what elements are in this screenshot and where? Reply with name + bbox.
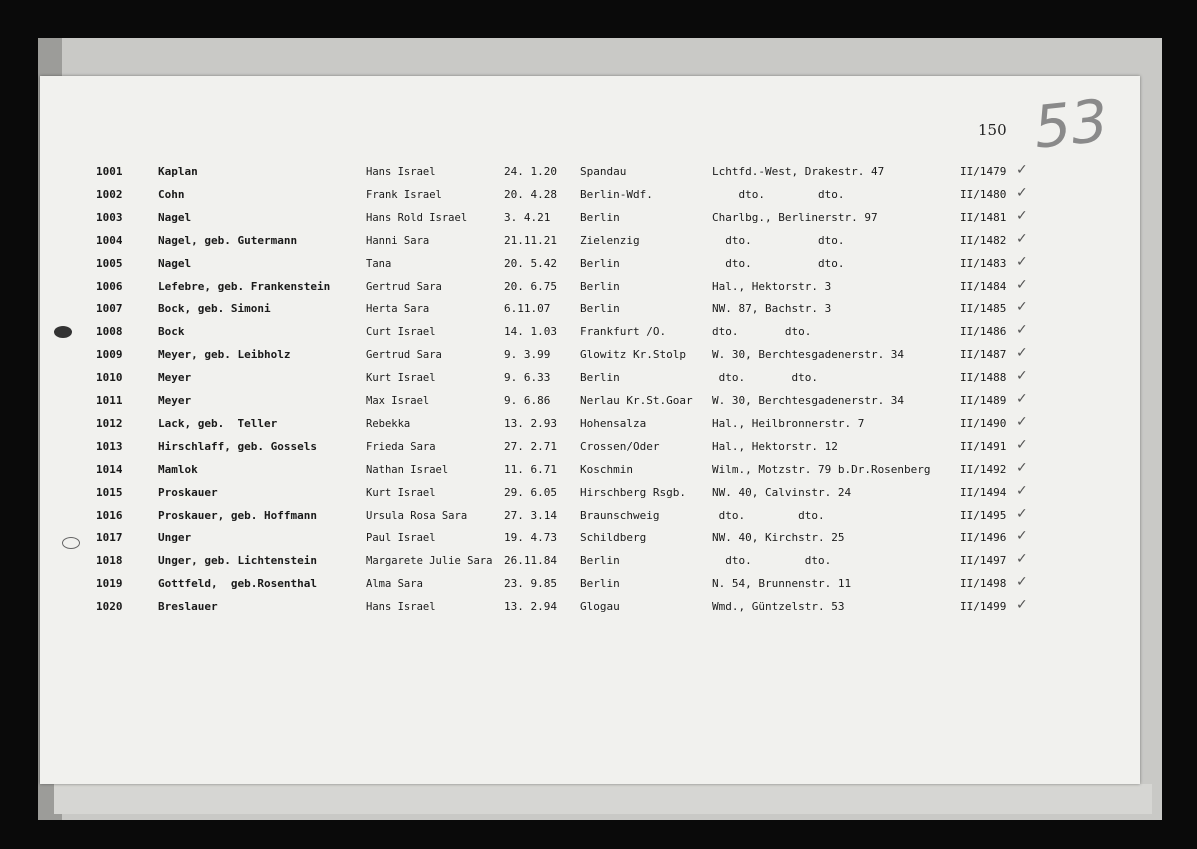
row-num: 1004 — [96, 233, 123, 247]
bottom-strip — [54, 784, 1152, 814]
row-ref: II/1481 — [960, 210, 1007, 224]
check-mark-icon: ✓ — [1016, 253, 1028, 270]
row-ref: II/1479 — [960, 165, 1007, 178]
row-given: Frank Israel — [366, 188, 442, 201]
binder-hole — [54, 326, 72, 338]
row-surname: Kaplan — [158, 165, 198, 178]
row-birthplace: Frankfurt /O. — [580, 325, 667, 339]
row-address: Hal., Hektorstr. 3 — [712, 279, 832, 293]
check-mark-icon: ✓ — [1016, 299, 1028, 316]
row-address: Wmd., Güntzelstr. 53 — [712, 600, 845, 614]
row-ref: II/1486 — [960, 325, 1007, 339]
row-given: Alma Sara — [366, 578, 423, 591]
row-num: 1015 — [96, 485, 123, 499]
row-date: 24. 1.20 — [504, 165, 557, 178]
row-ref: II/1494 — [960, 485, 1007, 499]
row-given: Margarete Julie Sara — [366, 555, 493, 568]
row-num: 1009 — [96, 348, 123, 362]
row-num: 1014 — [96, 462, 123, 476]
row-birthplace: Schildberg — [580, 531, 647, 545]
row-address: NW. 40, Kirchstr. 25 — [712, 531, 845, 545]
row-surname: Mamlok — [158, 462, 198, 476]
row-ref: II/1497 — [960, 554, 1007, 568]
row-surname: Nagel — [158, 210, 192, 224]
row-ref: II/1492 — [960, 462, 1007, 476]
row-ref: II/1495 — [960, 508, 1007, 522]
row-date: 26.11.84 — [504, 554, 557, 568]
row-birthplace: Hohensalza — [580, 416, 647, 430]
row-num: 1020 — [96, 600, 123, 614]
row-num: 1008 — [96, 325, 123, 339]
row-date: 20. 5.42 — [504, 256, 557, 270]
row-given: Max Israel — [366, 395, 430, 407]
row-address: dto. dto. — [712, 325, 812, 339]
row-surname: Unger — [158, 531, 192, 545]
row-address: Hal., Heilbronnerstr. 7 — [712, 416, 865, 430]
page-number: 150 — [978, 121, 1007, 139]
row-address: Wilm., Motzstr. 79 b.Dr.Rosenberg — [712, 462, 931, 476]
row-num: 1016 — [96, 508, 123, 522]
check-mark-icon: ✓ — [1016, 322, 1028, 339]
row-birthplace: Spandau — [580, 165, 627, 178]
row-surname: Lack, geb. Teller — [158, 416, 278, 430]
row-surname: Nagel — [158, 256, 192, 270]
row-address: dto. dto. — [712, 256, 845, 270]
row-date: 20. 4.28 — [504, 187, 557, 201]
row-date: 3. 4.21 — [504, 210, 551, 224]
check-mark-icon: ✓ — [1016, 528, 1028, 545]
check-mark-icon: ✓ — [1016, 368, 1028, 385]
check-mark-icon: ✓ — [1016, 276, 1028, 293]
row-ref: II/1491 — [960, 439, 1007, 453]
row-num: 1003 — [96, 210, 123, 224]
row-ref: II/1482 — [960, 233, 1007, 247]
row-date: 9. 3.99 — [504, 348, 551, 362]
row-address: W. 30, Berchtesgadenerstr. 34 — [712, 348, 905, 362]
row-num: 1010 — [96, 371, 123, 385]
row-num: 1011 — [96, 394, 123, 407]
check-mark-icon: ✓ — [1016, 505, 1028, 522]
row-address: dto. dto. — [712, 554, 832, 568]
row-given: Gertrud Sara — [366, 349, 442, 362]
row-num: 1006 — [96, 279, 123, 293]
row-birthplace: Berlin — [580, 279, 620, 293]
row-given: Nathan Israel — [366, 463, 449, 476]
row-date: 9. 6.33 — [504, 371, 551, 385]
row-date: 21.11.21 — [504, 233, 557, 247]
row-birthplace: Berlin-Wdf. — [580, 187, 653, 201]
row-surname: Hirschlaff, geb. Gossels — [158, 439, 317, 453]
row-surname: Meyer — [158, 394, 192, 407]
row-num: 1012 — [96, 416, 123, 430]
row-date: 27. 2.71 — [504, 439, 557, 453]
row-given: Tana — [366, 257, 392, 270]
row-num: 1017 — [96, 531, 123, 545]
row-address: dto. dto. — [712, 371, 818, 385]
row-num: 1019 — [96, 577, 123, 591]
row-ref: II/1487 — [960, 348, 1007, 362]
row-num: 1007 — [96, 302, 123, 316]
row-surname: Unger, geb. Lichtenstein — [158, 554, 317, 568]
row-birthplace: Berlin — [580, 371, 620, 385]
row-address: dto. dto. — [712, 233, 845, 247]
row-ref: II/1496 — [960, 531, 1007, 545]
row-birthplace: Nerlau Kr.St.Goar — [580, 394, 693, 407]
row-given: Gertrud Sara — [366, 280, 442, 293]
row-num: 1001 — [96, 165, 123, 178]
row-date: 13. 2.94 — [504, 600, 557, 614]
row-surname: Proskauer, geb. Hoffmann — [158, 508, 317, 522]
row-birthplace: Berlin — [580, 577, 620, 591]
check-mark-icon: ✓ — [1016, 597, 1028, 614]
row-address: Hal., Hektorstr. 12 — [712, 439, 838, 453]
row-birthplace: Hirschberg Rsgb. — [580, 485, 686, 499]
row-ref: II/1499 — [960, 600, 1007, 614]
row-surname: Bock, geb. Simoni — [158, 302, 271, 316]
check-mark-icon: ✓ — [1016, 436, 1028, 453]
row-ref: II/1480 — [960, 187, 1007, 201]
row-num: 1013 — [96, 439, 123, 453]
row-date: 29. 6.05 — [504, 485, 557, 499]
row-birthplace: Zielenzig — [580, 233, 640, 247]
row-birthplace: Glogau — [580, 600, 620, 614]
check-mark-icon: ✓ — [1016, 207, 1028, 224]
row-address: N. 54, Brunnenstr. 11 — [712, 577, 852, 591]
row-address: NW. 40, Calvinstr. 24 — [712, 485, 852, 499]
check-mark-icon: ✓ — [1016, 230, 1028, 247]
check-mark-icon: ✓ — [1016, 574, 1028, 591]
row-given: Kurt Israel — [366, 486, 436, 499]
check-mark-icon: ✓ — [1016, 459, 1028, 476]
row-address: dto. dto. — [712, 508, 825, 522]
row-date: 11. 6.71 — [504, 462, 557, 476]
row-date: 14. 1.03 — [504, 325, 557, 339]
row-address: dto. dto. — [712, 187, 845, 201]
check-mark-icon: ✓ — [1016, 345, 1028, 362]
check-mark-icon: ✓ — [1016, 482, 1028, 499]
row-given: Frieda Sara — [366, 440, 436, 453]
row-birthplace: Berlin — [580, 554, 620, 568]
row-num: 1018 — [96, 554, 123, 568]
row-address: Charlbg., Berlinerstr. 97 — [712, 210, 878, 224]
row-birthplace: Berlin — [580, 256, 620, 270]
check-mark-icon: ✓ — [1016, 184, 1028, 201]
row-birthplace: Glowitz Kr.Stolp — [580, 348, 686, 362]
check-mark-icon: ✓ — [1016, 391, 1028, 407]
row-surname: Breslauer — [158, 600, 218, 614]
row-date: 19. 4.73 — [504, 531, 557, 545]
row-date: 9. 6.86 — [504, 394, 551, 407]
row-ref: II/1498 — [960, 577, 1007, 591]
row-given: Curt Israel — [366, 326, 436, 339]
row-date: 27. 3.14 — [504, 508, 557, 522]
row-given: Hans Rold Israel — [366, 211, 468, 224]
row-given: Hanni Sara — [366, 234, 430, 247]
check-mark-icon: ✓ — [1016, 413, 1028, 430]
row-given: Kurt Israel — [366, 372, 436, 385]
row-surname: Meyer — [158, 371, 192, 385]
row-date: 13. 2.93 — [504, 416, 557, 430]
row-num: 1002 — [96, 187, 123, 201]
row-date: 6.11.07 — [504, 302, 551, 316]
row-given: Paul Israel — [366, 532, 436, 545]
row-given: Herta Sara — [366, 303, 430, 316]
row-ref: II/1488 — [960, 371, 1007, 385]
row-given: Rebekka — [366, 417, 411, 430]
check-mark-icon: ✓ — [1016, 551, 1028, 568]
row-address: W. 30, Berchtesgadenerstr. 34 — [712, 394, 905, 407]
row-address: Lchtfd.-West, Drakestr. 47 — [712, 165, 885, 178]
row-date: 20. 6.75 — [504, 279, 557, 293]
row-ref: II/1483 — [960, 256, 1007, 270]
row-num: 1005 — [96, 256, 123, 270]
row-surname: Cohn — [158, 187, 185, 201]
row-given: Hans Israel — [366, 601, 436, 614]
row-surname: Nagel, geb. Gutermann — [158, 233, 298, 247]
row-ref: II/1489 — [960, 394, 1007, 407]
binder-hole — [62, 537, 80, 549]
row-birthplace: Crossen/Oder — [580, 439, 660, 453]
row-birthplace: Berlin — [580, 302, 620, 316]
row-given: Hans Israel — [366, 166, 436, 178]
check-mark-icon: ✓ — [1016, 162, 1028, 178]
row-given: Ursula Rosa Sara — [366, 509, 468, 522]
row-birthplace: Braunschweig — [580, 508, 660, 522]
row-birthplace: Berlin — [580, 210, 620, 224]
row-date: 23. 9.85 — [504, 577, 557, 591]
row-ref: II/1484 — [960, 279, 1007, 293]
row-birthplace: Koschmin — [580, 462, 633, 476]
handwritten-number: 53 — [1030, 86, 1112, 162]
row-surname: Gottfeld, geb.Rosenthal — [158, 577, 317, 591]
row-ref: II/1485 — [960, 302, 1007, 316]
row-address: NW. 87, Bachstr. 3 — [712, 302, 832, 316]
row-ref: II/1490 — [960, 416, 1007, 430]
row-surname: Lefebre, geb. Frankenstein — [158, 279, 331, 293]
row-surname: Proskauer — [158, 485, 218, 499]
row-surname: Bock — [158, 325, 185, 339]
row-surname: Meyer, geb. Leibholz — [158, 348, 291, 362]
